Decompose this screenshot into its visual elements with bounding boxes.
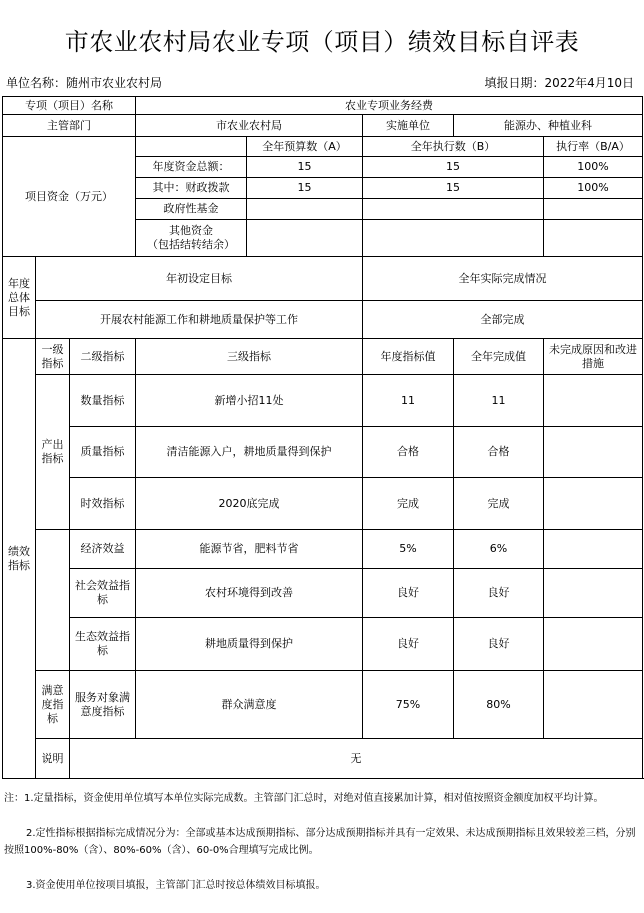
date-label: 填报日期： xyxy=(484,76,545,90)
indicator-reason xyxy=(544,569,643,618)
benefit-level1 xyxy=(36,530,70,671)
indicator-target: 5% xyxy=(363,530,454,569)
funds-row-exec xyxy=(363,199,544,220)
indicator-level3: 耕地质量得到保护 xyxy=(136,618,363,671)
indicator-actual: 80% xyxy=(454,671,544,739)
note-2: 2.定性指标根据指标完成情况分为：全部或基本达成预期指标、部分达成预期指标并具有一定效果、未达成预期指标且效果较差三档，分别按照100%-80%（含）、80%-60%（含）、60-0%合理填写完成比例。 xyxy=(4,828,636,856)
indicators-header-row xyxy=(3,339,643,375)
reason-header: 未完成原因和改进措施 xyxy=(544,339,643,375)
indicator-target: 合格 xyxy=(363,427,454,478)
indicator-target: 完成 xyxy=(363,478,454,530)
funds-row-label xyxy=(136,220,247,257)
funds-label: 项目资金（万元） xyxy=(3,137,136,257)
other-funds-sub: （包括结转结余） xyxy=(147,238,235,251)
funds-row-rate: 100% xyxy=(544,178,643,199)
note-1: 注：1.定量指标，资金使用单位填写本单位实际完成数。主管部门汇总时，对绝对值直接累加计算，相对值按照资金额度加权平均计算。 xyxy=(4,793,604,804)
indicator-level3: 清洁能源入户，耕地质量得到保护 xyxy=(136,427,363,478)
level2-header: 二级指标 xyxy=(70,339,136,375)
remark-value: 无 xyxy=(70,739,643,779)
indicator-level3: 新增小招11处 xyxy=(136,375,363,427)
goals-value-row xyxy=(3,301,643,339)
goals-actual-header: 全年实际完成情况 xyxy=(363,257,643,301)
unit-name xyxy=(6,74,162,91)
indicator-level2: 社会效益指标 xyxy=(70,569,136,618)
unit-value: 随州市农业农村局 xyxy=(66,76,163,90)
funds-row-label: 其中：财政拨款 xyxy=(136,178,247,199)
indicator-reason xyxy=(544,427,643,478)
goals-label: 年度总体目标 xyxy=(3,257,36,339)
indicator-target: 良好 xyxy=(363,618,454,671)
funds-header-row xyxy=(3,137,643,157)
indicator-row xyxy=(3,427,643,478)
impl-value: 能源办、种植业科 xyxy=(454,115,643,137)
goals-header-row xyxy=(3,257,643,301)
indicator-target: 良好 xyxy=(363,569,454,618)
indicator-row xyxy=(3,375,643,427)
dept-label: 主管部门 xyxy=(3,115,136,137)
indicator-level2: 质量指标 xyxy=(70,427,136,478)
indicator-actual: 合格 xyxy=(454,427,544,478)
indicator-actual: 6% xyxy=(454,530,544,569)
level1-header: 一级指标 xyxy=(36,339,70,375)
evaluation-table xyxy=(2,96,643,779)
indicator-actual: 11 xyxy=(454,375,544,427)
indicator-actual: 良好 xyxy=(454,569,544,618)
funds-row-exec: 15 xyxy=(363,157,544,178)
indicator-level3: 农村环境得到改善 xyxy=(136,569,363,618)
goals-set-value: 开展农村能源工作和耕地质量保护等工作 xyxy=(36,301,363,339)
goals-actual-value: 全部完成 xyxy=(363,301,643,339)
indicator-actual: 良好 xyxy=(454,618,544,671)
funds-row-rate: 100% xyxy=(544,157,643,178)
goals-set-header: 年初设定目标 xyxy=(36,257,363,301)
dept-row xyxy=(3,115,643,137)
project-name-label: 专项（项目）名称 xyxy=(3,97,136,115)
indicator-row xyxy=(3,530,643,569)
target-header: 年度指标值 xyxy=(363,339,454,375)
funds-row-rate xyxy=(544,220,643,257)
funds-row-rate xyxy=(544,199,643,220)
indicator-level3: 能源节省，肥料节省 xyxy=(136,530,363,569)
notes xyxy=(4,790,640,894)
indicator-row xyxy=(3,569,643,618)
unit-label: 单位名称： xyxy=(6,76,67,90)
funds-row-budget: 15 xyxy=(247,178,363,199)
indicator-actual: 完成 xyxy=(454,478,544,530)
funds-col-budget: 全年预算数（A） xyxy=(247,137,363,157)
indicator-reason xyxy=(544,671,643,739)
indicator-target: 11 xyxy=(363,375,454,427)
report-date xyxy=(485,74,634,91)
funds-col-exec: 全年执行数（B） xyxy=(363,137,544,157)
level3-header: 三级指标 xyxy=(136,339,363,375)
satisfaction-label: 满意度指标 xyxy=(36,671,70,739)
actual-header: 全年完成值 xyxy=(454,339,544,375)
indicator-level2: 生态效益指标 xyxy=(70,618,136,671)
project-name-row xyxy=(3,97,643,115)
indicator-level2: 经济效益 xyxy=(70,530,136,569)
funds-header-blank xyxy=(136,137,247,157)
impl-label: 实施单位 xyxy=(363,115,454,137)
indicator-reason xyxy=(544,618,643,671)
dept-value: 市农业农村局 xyxy=(136,115,363,137)
indicator-row xyxy=(3,618,643,671)
indicator-reason xyxy=(544,478,643,530)
date-value: 2022年4月10日 xyxy=(544,76,634,90)
funds-row-exec: 15 xyxy=(363,178,544,199)
indicator-row xyxy=(3,671,643,739)
funds-row-label: 政府性基金 xyxy=(136,199,247,220)
indicator-level3: 2020底完成 xyxy=(136,478,363,530)
indicator-row xyxy=(3,478,643,530)
funds-col-rate: 执行率（B/A） xyxy=(544,137,643,157)
indicator-level2: 时效指标 xyxy=(70,478,136,530)
output-label: 产出指标 xyxy=(36,375,70,530)
funds-row-budget xyxy=(247,199,363,220)
remark-row xyxy=(3,739,643,779)
other-funds-label: 其他资金 xyxy=(169,224,213,237)
indicator-reason xyxy=(544,375,643,427)
indicators-label: 绩效指标 xyxy=(3,339,36,779)
project-name-value: 农业专项业务经费 xyxy=(136,97,643,115)
remark-label: 说明 xyxy=(36,739,70,779)
indicator-level2: 数量指标 xyxy=(70,375,136,427)
indicator-level2: 服务对象满意度指标 xyxy=(70,671,136,739)
indicator-level3: 群众满意度 xyxy=(136,671,363,739)
funds-row-exec xyxy=(363,220,544,257)
indicator-reason xyxy=(544,530,643,569)
funds-row-budget xyxy=(247,220,363,257)
funds-row-budget: 15 xyxy=(247,157,363,178)
note-3: 3.资金使用单位按项目填报，主管部门汇总时按总体绩效目标填报。 xyxy=(26,880,326,891)
indicator-target: 75% xyxy=(363,671,454,739)
page-title: 市农业农村局农业专项（项目）绩效目标自评表 xyxy=(64,28,580,56)
funds-row-label: 年度资金总额： xyxy=(136,157,247,178)
